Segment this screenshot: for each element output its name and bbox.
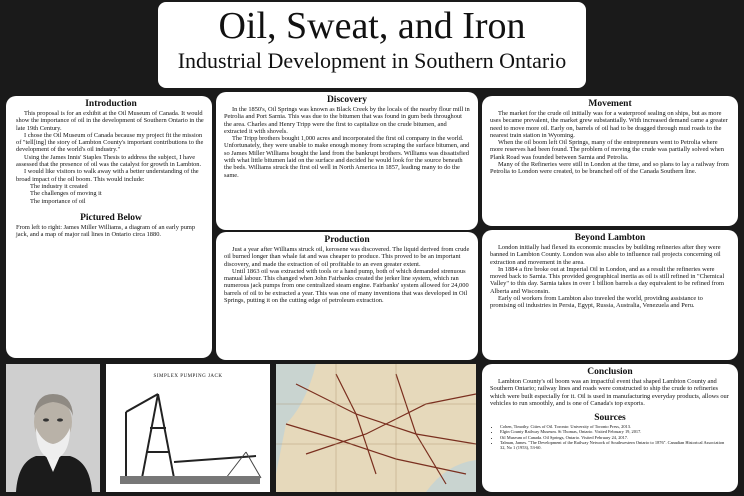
movement-paragraph: When the oil boom left Oil Springs, many of the entrepreneurs went to Petrolia where more reserves had been found. The problem of moving the crude was partially solved when Plank Road was founded between Sarnia and Petrolia. bbox=[490, 139, 724, 161]
movement-text bbox=[490, 110, 730, 176]
movement-paragraph: The market for the crude oil initially was for a waterproof sealing on ships, but as more uses became prevalent, the market grew substantially. With increased demand came a greater need to move more oil. Early on, barrels of oil had to be dragged through mud roads to the nearest train station in Wyoming. bbox=[490, 110, 728, 139]
discovery-heading: Discovery bbox=[326, 95, 368, 105]
discovery-text bbox=[224, 106, 470, 179]
rail-map bbox=[276, 364, 476, 492]
rail-map-drawing bbox=[276, 364, 476, 492]
movement-panel bbox=[482, 96, 738, 226]
introduction-panel bbox=[6, 96, 212, 358]
conclusion-panel bbox=[482, 364, 738, 492]
pictured-heading: Pictured Below bbox=[80, 212, 142, 223]
list-item: The challenges of moving it bbox=[30, 190, 102, 198]
beyond-panel bbox=[482, 230, 738, 360]
intro-paragraph: Using the James Innis' Staples Thesis to address the subject, I have assessed that the presence of oil was the catalyst for growth in Lambton. bbox=[16, 153, 202, 169]
pump-jack-diagram bbox=[106, 364, 270, 492]
production-panel bbox=[216, 232, 478, 360]
source-item: • Cohen, Timothy. Cities of Oil. Toronto: University of Toronto Press, 2013. bbox=[500, 424, 730, 429]
production-paragraph: Just a year after Williams struck oil, kerosene was discovered. The liquid derived from crude oil burned longer than whale fat and was cheaper to produce. This proved to be an important discovery, and made the extraction of oil profitable to an even greater extent. bbox=[224, 246, 470, 268]
intro-paragraph: I would like visitors to walk away with a better understanding of the broad impact of the oil boom. This would include: bbox=[16, 168, 199, 183]
production-paragraph: Until 1863 oil was extracted with tools or a hand pump, both of which demanded strenuous manual labour. This changed when John Fairbanks created the jerker line system, which ran numerous jack pumps from one centralized steam engine. Fairbanks' system allowed for 24,000 barrels of oil to be extracted a year. This was one of many inventions that was developed in Oil Springs, putting it on the cutting edge of petroleum extraction. bbox=[224, 267, 469, 305]
list-item: The industry it created bbox=[30, 182, 88, 190]
discovery-panel bbox=[216, 92, 478, 230]
production-text bbox=[224, 246, 470, 304]
pictured-text bbox=[16, 224, 206, 239]
conclusion-heading: Conclusion bbox=[587, 367, 633, 377]
sources-heading: Sources bbox=[594, 413, 626, 424]
beyond-heading: Beyond Lambton bbox=[574, 233, 646, 243]
portrait-illustration bbox=[6, 364, 100, 492]
pump-jack-drawing bbox=[106, 382, 270, 492]
portrait-photo bbox=[6, 364, 100, 492]
list-item: The importance of oil bbox=[30, 197, 86, 205]
movement-paragraph: Many of the Refineries were still in London at the time, and so plans to lay a railway from Petrolia to London were created, to be branched off of the Canada Southern line. bbox=[490, 161, 729, 176]
intro-paragraph: I chose the Oil Museum of Canada because my project fit the mission of "tell[ing] the story of Lambton County's important contributions to the development of the world's oil industry." bbox=[16, 131, 204, 154]
intro-paragraph: This proposal is for an exhibit at the Oil Museum of Canada. It would show the importance of oil in the development of Southern Ontario in the late 19th Century. bbox=[16, 110, 204, 132]
intro-list bbox=[16, 183, 206, 205]
source-item: • Oil Museum of Canada. Oil Springs, Ontario. Visited February 24, 2017. bbox=[500, 435, 730, 440]
movement-heading: Movement bbox=[588, 99, 632, 109]
production-heading: Production bbox=[324, 235, 370, 245]
poster-subtitle: Industrial Development in Southern Ontario bbox=[177, 48, 567, 73]
pictured-paragraph: From left to right: James Miller Williams, a diagram of an early pump jack, and a map of major rail lines in Ontario circa 1880. bbox=[16, 223, 196, 239]
beyond-paragraph: In 1884 a fire broke out at Imperial Oil in London, and as a result the refineries were moved back to Sarnia. This provided geographical inertia as oil is still refined in "Chemical Valley" to this day. Sarnia takes in over 1 billion barrels a day equivalent to be refined from Alberta and Wisconsin. bbox=[490, 265, 725, 295]
conclusion-text bbox=[490, 378, 730, 407]
diagram-caption: SIMPLEX PUMPING JACK bbox=[153, 374, 223, 379]
introduction-text bbox=[16, 110, 206, 205]
discovery-paragraph: The Tripp brothers bought 1,000 acres and incorporated the first oil company in the world. Unfortunately, they were unable to make enough money from scraping the surface bitumen, and so James Miller Williams bought the land from the bankrupt brothers. Williams was dissatisfied with what little bitumen laid on the surface and decided he would look for the source beneath the beds. Williams struck the first oil well in North America in 1857, leading many to do the same. bbox=[224, 135, 470, 179]
source-item: • Talman, James. "The Development of the Railway Network of Southwestern Ontario to 1876". Canadian Historical Association 32, No 1 (1953), 53-60. bbox=[500, 440, 730, 450]
beyond-paragraph: London initially had flexed its economic muscles by building refineries after they were banned in Lambton County. London was also able to influence rail projects concerning oil extraction and movement in the area. bbox=[490, 244, 721, 266]
discovery-paragraph: In the 1850's, Oil Springs was known as Black Creek by the locals of the nearby flour mill in Petrolia and Port Sarnia. This was due to the bitumen that was found in gum beds throughout the area. Charles and Henry Tripp were the first to capitalize on the crude bitumen, and extracted it with shovels. bbox=[224, 106, 470, 135]
beyond-text bbox=[490, 244, 730, 310]
title-panel bbox=[158, 2, 586, 88]
beyond-paragraph: Early oil workers from Lambton also traveled the world, providing assistance to promising oil industries in Persia, Egypt, Russia, Australia, Venezuela and Peru. bbox=[490, 295, 703, 310]
introduction-heading: Introduction bbox=[85, 99, 137, 109]
poster-title: Oil, Sweat, and Iron bbox=[218, 5, 526, 47]
conclusion-paragraph: Lambton County's oil boom was an impactful event that shaped Lambton County and Southern Ontario; railway lines and roads were constructed to ship the crude to refineries which were built especially for it. Oil is used in manufacturing everyday products, allows our vehicles to run smoothly, and is one of Canada's top exports. bbox=[490, 378, 729, 407]
sources-list bbox=[490, 424, 730, 450]
source-item: • Elgin County Railway Museum. St Thomas, Ontario. Visited February 19, 2017. bbox=[500, 429, 730, 434]
